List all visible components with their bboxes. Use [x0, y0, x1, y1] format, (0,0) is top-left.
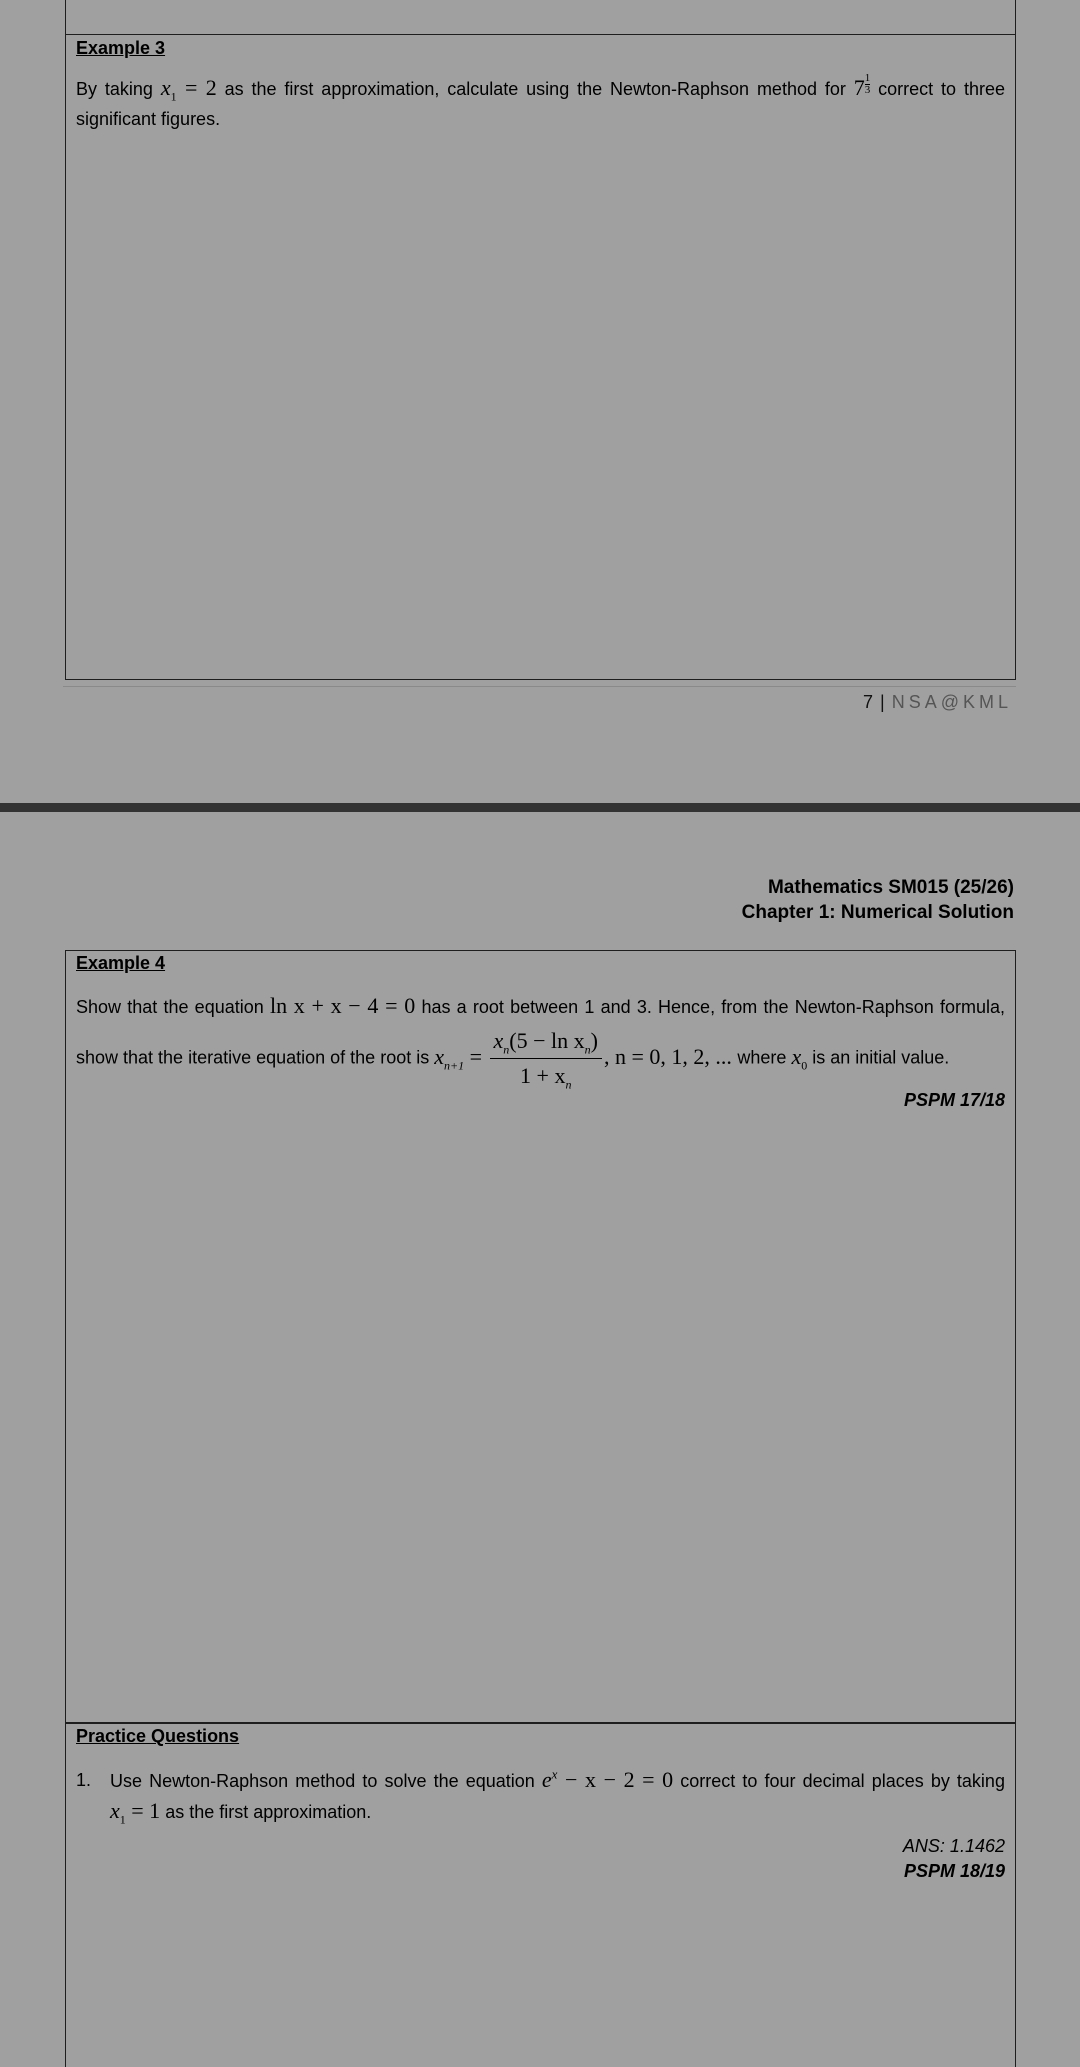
- practice-box: [65, 1722, 1016, 2067]
- example-3-box: [65, 34, 1016, 680]
- example-3-question: By taking $x_1 = 2$ as the first approximation, calculate using the Newton-Raphson method for 7 $^{\frac{1}{3}}$ correct to three: [76, 72, 1005, 104]
- iterative-formula: $x_{n+1}$ = $\frac{x_n(5 - \ln x_n)}{1 + x_n}$ , n = 0, 1, 2, ...: [434, 1028, 732, 1092]
- question-number: 1.: [76, 1770, 92, 1790]
- practice-reference: PSPM 18/19: [903, 1861, 1005, 1881]
- page-footer: 7 | NSA@KML: [862, 692, 1012, 712]
- example-4-line1: Show that the equation ln x + x − 4 = 0 has a root between 1 and 3. Hence, from the Newton-Raphson formula,: [76, 993, 1006, 1018]
- top-box-upper-fragment: [65, 0, 1016, 35]
- chapter-title: Chapter 1: Numerical Solution: [741, 902, 1014, 923]
- seven-power-one-third: 7 $^{\frac{1}{3}}$: [853, 72, 871, 100]
- exp-equation: $e^x - x - 2 = 0$: [541, 1766, 674, 1792]
- practice-question-1: 1. Use Newton-Raphson method to solve the equation $e^x - x - 2 = 0$ correct to four decimal places by taking $x_1 = 1$ as the first approximation.: [76, 1766, 1005, 1827]
- x0-symbol: $x_0$: [791, 1043, 808, 1072]
- equation-ln: ln x + x − 4 = 0: [269, 993, 416, 1018]
- example-4-reference: PSPM 17/18: [903, 1090, 1005, 1110]
- example-4-heading: Example 4: [76, 953, 166, 973]
- example-3-question-line2: significant figures.: [76, 109, 221, 129]
- formula-fraction: $\frac{x_n(5 - \ln x_n)}{1 + x_n}$: [490, 1026, 602, 1091]
- example-4-line2: show that the iterative equation of the root is $x_{n+1}$ = $\frac{x_n(5 - \ln x_n)}{1 + x_n}$ , n = 0, 1, 2, ... where $x_0$ is an initial value.: [76, 1028, 950, 1092]
- footer-brand: NSA@KML: [891, 692, 1012, 712]
- practice-heading: Practice Questions: [76, 1726, 240, 1746]
- course-title: Mathematics SM015 (25/26): [767, 877, 1014, 898]
- x1-expression: $x_1 = 2$: [160, 75, 217, 104]
- page-separator: [0, 803, 1080, 812]
- example-3-heading: Example 3: [76, 38, 166, 58]
- answer: ANS: 1.1462: [902, 1836, 1005, 1856]
- q1-x1-expression: $x_1 = 1$: [110, 1798, 161, 1827]
- footer-rule: [63, 686, 1016, 687]
- page-number: 7: [862, 692, 874, 712]
- example-4-box: [65, 950, 1016, 1724]
